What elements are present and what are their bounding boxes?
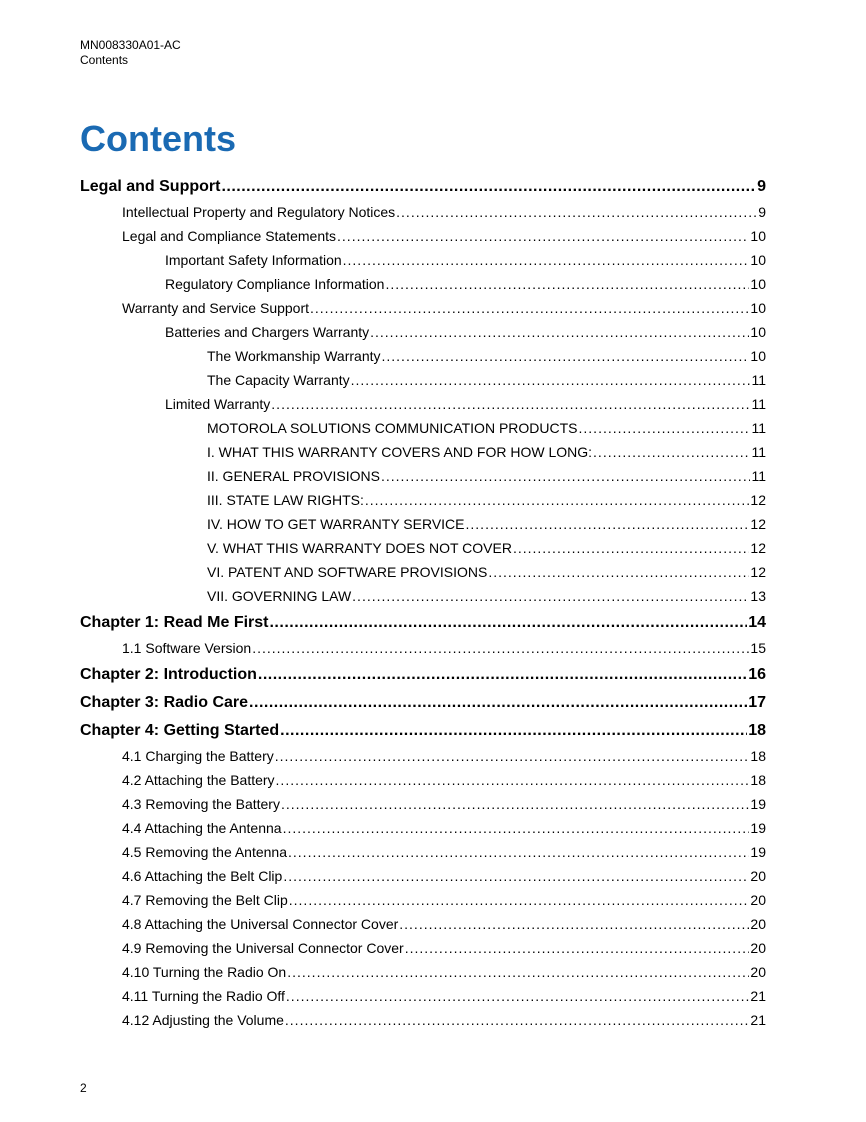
toc-entry[interactable] xyxy=(80,888,766,912)
toc-entry-page: 11 xyxy=(751,444,766,460)
toc-entry-title: 4.5 Removing the Antenna xyxy=(122,844,288,860)
toc-entry[interactable] xyxy=(80,416,766,440)
toc-entry-page: 20 xyxy=(750,916,766,932)
dot-leader xyxy=(337,224,749,248)
toc-entry-page: 17 xyxy=(748,694,766,711)
toc-entry-page: 11 xyxy=(751,420,766,436)
toc-entry-page: 16 xyxy=(748,666,766,683)
dot-leader xyxy=(343,248,750,272)
table-of-contents xyxy=(80,172,766,1032)
dot-leader xyxy=(288,840,749,864)
toc-entry-page: 11 xyxy=(751,396,766,412)
dot-leader xyxy=(385,272,749,296)
toc-entry-title: 4.12 Adjusting the Volume xyxy=(122,1012,284,1028)
dot-leader xyxy=(310,296,749,320)
dot-leader xyxy=(488,560,749,584)
toc-entry-page: 19 xyxy=(750,844,766,860)
dot-leader xyxy=(399,912,749,936)
dot-leader xyxy=(352,584,749,608)
toc-entry-page: 11 xyxy=(751,468,766,484)
toc-entry-page: 20 xyxy=(750,964,766,980)
toc-entry[interactable] xyxy=(80,984,766,1008)
toc-entry-title: Batteries and Chargers Warranty xyxy=(165,324,370,340)
toc-entry-title: The Workmanship Warranty xyxy=(207,348,381,364)
dot-leader xyxy=(579,416,751,440)
dot-leader xyxy=(275,744,750,768)
toc-entry-page: 15 xyxy=(750,640,766,656)
toc-entry-page: 10 xyxy=(750,324,766,340)
toc-entry-page: 14 xyxy=(748,614,766,631)
dot-leader xyxy=(258,661,747,688)
toc-entry-page: 10 xyxy=(750,300,766,316)
toc-entry-title: 4.11 Turning the Radio Off xyxy=(122,988,285,1004)
toc-entry[interactable] xyxy=(80,536,766,560)
toc-entry[interactable] xyxy=(80,744,766,768)
toc-entry[interactable] xyxy=(80,296,766,320)
toc-entry-page: 10 xyxy=(750,348,766,364)
toc-entry[interactable] xyxy=(80,320,766,344)
dot-leader xyxy=(221,173,756,200)
toc-entry[interactable] xyxy=(80,344,766,368)
dot-leader xyxy=(466,512,750,536)
toc-entry-title: Limited Warranty xyxy=(165,396,271,412)
toc-entry[interactable] xyxy=(80,488,766,512)
toc-entry-page: 21 xyxy=(750,1012,766,1028)
toc-entry-title: Warranty and Service Support xyxy=(122,300,310,316)
dot-leader xyxy=(513,536,749,560)
dot-leader xyxy=(281,792,749,816)
toc-entry-title: 1.1 Software Version xyxy=(122,640,252,656)
toc-entry-page: 9 xyxy=(758,204,766,220)
toc-entry[interactable] xyxy=(80,200,766,224)
dot-leader xyxy=(283,816,750,840)
toc-entry-page: 9 xyxy=(757,178,766,195)
toc-entry-title: Chapter 3: Radio Care xyxy=(80,694,249,711)
toc-entry-page: 12 xyxy=(750,492,766,508)
toc-entry[interactable] xyxy=(80,560,766,584)
dot-leader xyxy=(271,392,750,416)
toc-entry[interactable] xyxy=(80,816,766,840)
header-section-name: Contents xyxy=(80,53,129,67)
toc-entry-title: Legal and Compliance Statements xyxy=(122,228,337,244)
toc-entry-title: Chapter 1: Read Me First xyxy=(80,614,269,631)
dot-leader xyxy=(287,960,749,984)
toc-entry-title: V. WHAT THIS WARRANTY DOES NOT COVER xyxy=(207,540,512,556)
toc-entry-title: 4.3 Removing the Battery xyxy=(122,796,280,812)
toc-entry[interactable] xyxy=(80,440,766,464)
toc-entry[interactable] xyxy=(80,512,766,536)
toc-entry-title: Intellectual Property and Regulatory Notices xyxy=(122,204,396,220)
toc-entry-title: 4.1 Charging the Battery xyxy=(122,748,274,764)
toc-entry[interactable] xyxy=(80,636,766,660)
dot-leader xyxy=(276,768,750,792)
dot-leader xyxy=(365,488,750,512)
document-id: MN008330A01-AC xyxy=(80,38,181,52)
dot-leader xyxy=(249,689,747,716)
toc-entry-title: II. GENERAL PROVISIONS xyxy=(207,468,380,484)
toc-entry-title: IV. HOW TO GET WARRANTY SERVICE xyxy=(207,516,465,532)
toc-entry-page: 10 xyxy=(750,252,766,268)
toc-entry[interactable] xyxy=(80,688,766,716)
toc-entry-title: 4.6 Attaching the Belt Clip xyxy=(122,868,283,884)
toc-entry-title: Legal and Support xyxy=(80,178,221,195)
dot-leader xyxy=(381,464,750,488)
toc-entry-title: 4.8 Attaching the Universal Connector Cover xyxy=(122,916,399,932)
toc-entry[interactable] xyxy=(80,1008,766,1032)
toc-entry-page: 20 xyxy=(750,940,766,956)
toc-entry-page: 20 xyxy=(750,868,766,884)
toc-entry[interactable] xyxy=(80,464,766,488)
toc-entry[interactable] xyxy=(80,224,766,248)
toc-entry-title: 4.10 Turning the Radio On xyxy=(122,964,287,980)
toc-entry-page: 10 xyxy=(750,228,766,244)
toc-entry-title: 4.2 Attaching the Battery xyxy=(122,772,275,788)
toc-entry-title: MOTOROLA SOLUTIONS COMMUNICATION PRODUCTS xyxy=(207,420,578,436)
dot-leader xyxy=(405,936,750,960)
dot-leader xyxy=(286,984,750,1008)
dot-leader xyxy=(289,888,750,912)
toc-entry[interactable] xyxy=(80,660,766,688)
running-header xyxy=(80,38,181,68)
toc-entry-page: 10 xyxy=(750,276,766,292)
toc-entry-title: VI. PATENT AND SOFTWARE PROVISIONS xyxy=(207,564,488,580)
toc-entry-page: 12 xyxy=(750,516,766,532)
toc-entry[interactable] xyxy=(80,584,766,608)
toc-entry-page: 21 xyxy=(750,988,766,1004)
toc-entry-title: Chapter 4: Getting Started xyxy=(80,722,280,739)
page-number: 2 xyxy=(80,1081,87,1095)
toc-entry[interactable] xyxy=(80,792,766,816)
toc-entry[interactable] xyxy=(80,248,766,272)
toc-entry-page: 20 xyxy=(750,892,766,908)
toc-entry[interactable] xyxy=(80,368,766,392)
toc-entry-page: 12 xyxy=(750,540,766,556)
toc-entry-page: 19 xyxy=(750,796,766,812)
toc-entry-page: 11 xyxy=(751,372,766,388)
toc-entry[interactable] xyxy=(80,608,766,636)
toc-entry-title: III. STATE LAW RIGHTS: xyxy=(207,492,364,508)
dot-leader xyxy=(351,368,751,392)
page-title: Contents xyxy=(80,118,236,159)
toc-entry-title: Important Safety Information xyxy=(165,252,342,268)
toc-entry[interactable] xyxy=(80,392,766,416)
dot-leader xyxy=(269,609,747,636)
toc-entry-title: 4.4 Attaching the Antenna xyxy=(122,820,282,836)
toc-entry-page: 13 xyxy=(750,588,766,604)
dot-leader xyxy=(285,1008,750,1032)
dot-leader xyxy=(382,344,750,368)
toc-entry-page: 18 xyxy=(748,722,766,739)
dot-leader xyxy=(370,320,749,344)
toc-entry-title: Regulatory Compliance Information xyxy=(165,276,385,292)
toc-entry[interactable] xyxy=(80,960,766,984)
toc-entry-title: VII. GOVERNING LAW xyxy=(207,588,352,604)
toc-entry[interactable] xyxy=(80,912,766,936)
toc-entry-page: 19 xyxy=(750,820,766,836)
dot-leader xyxy=(283,864,749,888)
toc-entry-title: Chapter 2: Introduction xyxy=(80,666,257,683)
toc-entry-page: 12 xyxy=(750,564,766,580)
toc-entry[interactable] xyxy=(80,716,766,744)
toc-entry[interactable] xyxy=(80,864,766,888)
toc-entry-title: The Capacity Warranty xyxy=(207,372,350,388)
toc-entry-page: 18 xyxy=(750,772,766,788)
dot-leader xyxy=(396,200,757,224)
toc-entry-title: 4.7 Removing the Belt Clip xyxy=(122,892,288,908)
toc-entry[interactable] xyxy=(80,840,766,864)
toc-entry[interactable] xyxy=(80,272,766,296)
dot-leader xyxy=(593,440,750,464)
dot-leader xyxy=(280,717,747,744)
toc-entry[interactable] xyxy=(80,936,766,960)
toc-entry[interactable] xyxy=(80,768,766,792)
toc-entry-page: 18 xyxy=(750,748,766,764)
toc-entry[interactable] xyxy=(80,172,766,200)
toc-entry-title: I. WHAT THIS WARRANTY COVERS AND FOR HOW LONG: xyxy=(207,444,593,460)
dot-leader xyxy=(252,636,749,660)
toc-entry-title: 4.9 Removing the Universal Connector Cover xyxy=(122,940,404,956)
